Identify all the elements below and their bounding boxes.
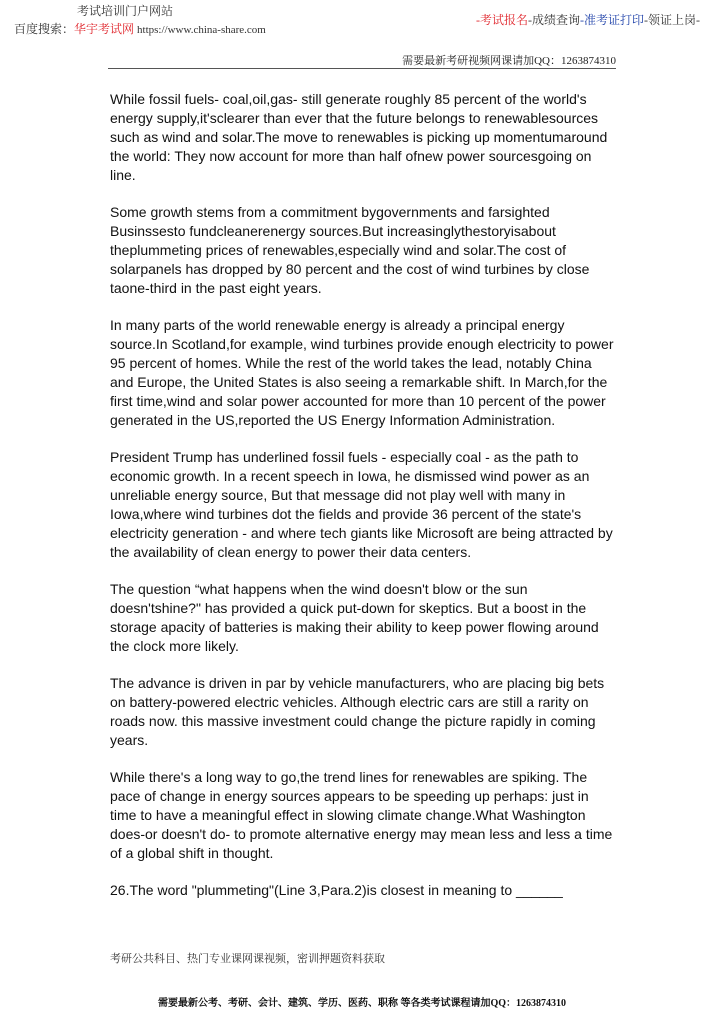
paragraph-4: President Trump has underlined fossil fuels - especially coal - as the path to economic growth. In a recent speech in Iowa, he dismissed wind power as an unreliable energy source, But that message did not play well with many in Iowa,where wind turbines dot the fields and provide 36 percent of the state's electricity generation - and where tech giants like Microsoft are being attracted by the availability of clean energy to power their data centers. <box>110 449 613 560</box>
paragraph-1: While fossil fuels- coal,oil,gas- still generate roughly 85 percent of the world's energy supply,it'sclearer than ever that the future belongs to renewablesources such as wind and solar.The move to renewables is picking up momentumaround the world: They now account for more than half ofnew power sourcesgoing on line. <box>110 91 608 183</box>
search-url[interactable]: https://www.china-share.com <box>137 24 266 36</box>
article-body <box>110 90 616 900</box>
search-hint <box>14 20 266 37</box>
site-name: 考试培训门户网站 <box>77 4 174 18</box>
paragraph-5: The question “what happens when the wind doesn't blow or the sun doesn'tshine?" has provided a quick put-down for skeptics. But a boost in the storage apacity of batteries is making their ability to keep power flowing around the clock more likely. <box>110 581 599 654</box>
link-score-query[interactable]: -成绩查询 <box>528 13 580 27</box>
footer-contact-bar: 需要最新公考、考研、会计、建筑、学历、医药、职称 等各类考试课程请加QQ：1263874310 <box>157 998 567 1009</box>
paragraph-6: The advance is driven in par by vehicle manufacturers, who are placing big bets on battery-powered electric vehicles. Although electric cars are still a rarity on roads now. this massive investment could change the picture rapidly in coming years. <box>110 675 605 748</box>
paragraph-2: Some growth stems from a commitment bygovernments and farsighted Businssesto fundcleanerenergy sources.But increasinglythestoryisabout theplummeting prices of renewables,especially wind and solar.The cost of solarpanels has dropped by 80 percent and the cost of wind turbines by close taone-third in the past eight years. <box>110 204 590 296</box>
header-divider <box>108 68 616 69</box>
question-26: 26.The word "plummeting"(Line 3,Para.2)is closest in meaning to ______ <box>110 882 563 898</box>
header-contact-note: 需要最新考研视频网课请加QQ：1263874310 <box>402 55 616 67</box>
paragraph-7: While there's a long way to go,the trend lines for renewables are spiking. The pace of change in energy sources appears to be speeding up perhaps: just in time to have a meaningful effect in slowing climate change.What Washington does-or doesn't do- to promote alternative energy may mean less and less a time of a global shift in thought. <box>110 769 613 861</box>
search-label: 百度搜索： <box>14 22 75 36</box>
link-admission-ticket[interactable]: -准考证打印 <box>580 13 644 27</box>
search-brand-link[interactable]: 华宇考试网 <box>74 22 135 36</box>
footer-note: 考研公共科目、热门专业课网课视频，密训押题资料获取 <box>110 953 385 965</box>
paragraph-3: In many parts of the world renewable energy is already a principal energy source.In Scotland,for example, wind turbines provide enough electricity to power 95 percent of homes. While the rest of the world takes the lead, notably China and Europe, the United States is also seeing a remarkable shift. In March,for the first time,wind and solar power accounted for more than 10 percent of the power generated in the US,reported the US Energy Information Administration. <box>110 317 614 428</box>
link-certification[interactable]: -领证上岗- <box>644 13 700 27</box>
link-exam-registration[interactable]: -考试报名 <box>476 13 528 27</box>
top-links <box>476 11 700 28</box>
